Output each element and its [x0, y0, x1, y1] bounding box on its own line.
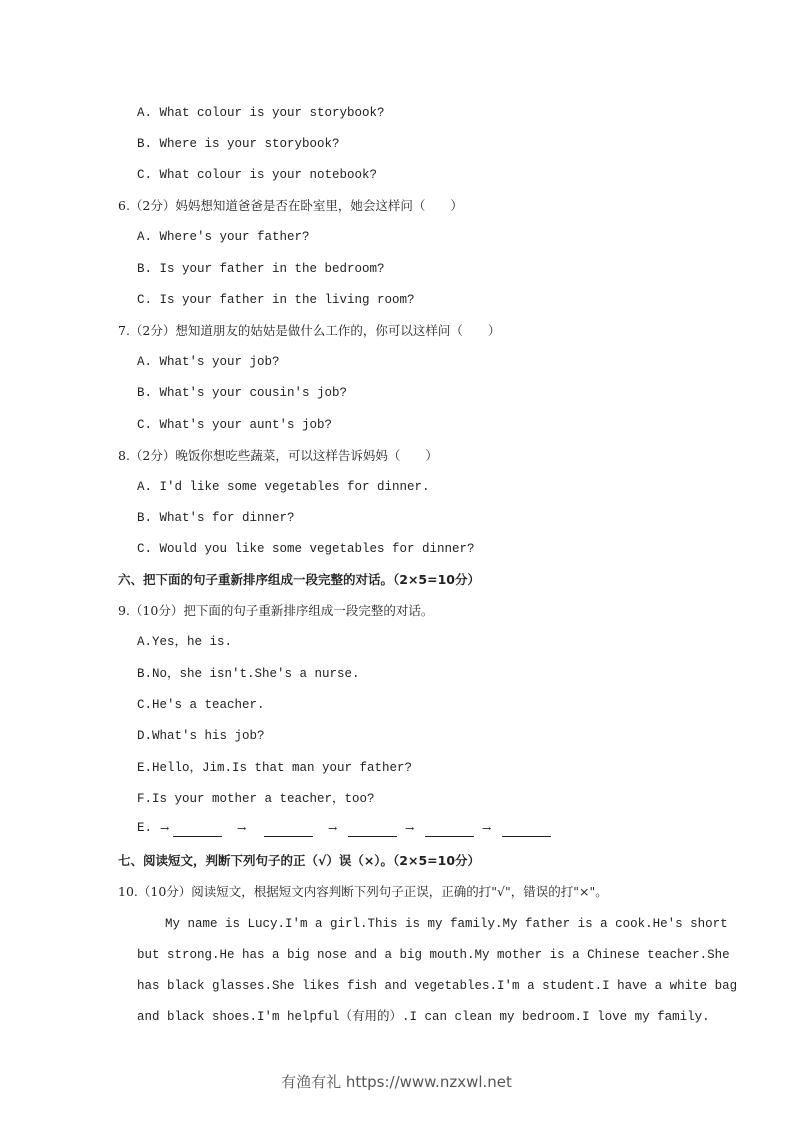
q5-option-a: A. What colour is your storybook?	[137, 106, 385, 120]
q9-answer-sequence	[137, 821, 567, 839]
q6-option-a: A. Where's your father?	[137, 230, 310, 244]
q10-stem: 10.（10分）阅读短文，根据短文内容判断下列句子正误，正确的打"√"，错误的打"×"。	[118, 884, 608, 899]
q6-stem: 6.（2分）妈妈想知道爸爸是否在卧室里，她会这样问（ ）	[118, 198, 463, 213]
arrow-icon: →	[328, 822, 338, 835]
q8-option-c: C. Would you like some vegetables for dinner?	[137, 542, 475, 556]
q7-option-b: B. What's your cousin's job?	[137, 386, 348, 400]
q9-stem: 9.（10分）把下面的句子重新排序组成一段完整的对话。	[118, 603, 434, 618]
q9-sentence-a: A.Yes，he is.	[137, 635, 233, 649]
q7-stem: 7.（2分）想知道朋友的姑姑是做什么工作的，你可以这样问（ ）	[118, 323, 501, 338]
q6-option-c: C. Is your father in the living room?	[137, 293, 415, 307]
answer-blank-5[interactable]	[502, 836, 551, 837]
answer-blank-2[interactable]	[264, 836, 313, 837]
passage-line-2: but strong.He has a big nose and a big mouth.My mother is a Chinese teacher.She	[137, 948, 730, 962]
q7-option-a: A. What's your job?	[137, 355, 280, 369]
q5-option-c: C. What colour is your notebook?	[137, 168, 378, 182]
q8-option-b: B. What's for dinner?	[137, 511, 295, 525]
q9-sentence-e: E.Hello，Jim.Is that man your father?	[137, 761, 413, 775]
q7-option-c: C. What's your aunt's job?	[137, 418, 333, 432]
q8-option-a: A. I'd like some vegetables for dinner.	[137, 480, 430, 494]
q6-option-b: B. Is your father in the bedroom?	[137, 262, 385, 276]
q9-sentence-b: B.No，she isn't.She's a nurse.	[137, 667, 360, 681]
passage-line-4: and black shoes.I'm helpful（有用的）.I can clean my bedroom.I love my family.	[137, 1010, 710, 1024]
q9-sentence-c: C.He's a teacher.	[137, 698, 265, 712]
arrow-icon: →	[405, 822, 415, 835]
answer-blank-3[interactable]	[348, 836, 397, 837]
answer-blank-1[interactable]	[173, 836, 222, 837]
answer-blank-4[interactable]	[425, 836, 474, 837]
q5-option-b: B. Where is your storybook?	[137, 137, 340, 151]
footer-watermark: 有渔有礼 https://www.nzxwl.net	[281, 1073, 512, 1091]
passage-line-3: has black glasses.She likes fish and vegetables.I'm a student.I have a white bag	[137, 979, 738, 993]
passage-line-1: My name is Lucy.I'm a girl.This is my family.My father is a cook.He's short	[165, 917, 728, 931]
q8-stem: 8.（2分）晚饭你想吃些蔬菜，可以这样告诉妈妈（ ）	[118, 448, 438, 463]
section-7-heading: 七、阅读短文，判断下列句子的正（√）误（×）。（2×5=10分）	[118, 853, 481, 868]
answer-start-label: E.	[137, 821, 153, 835]
q9-sentence-f: F.Is your mother a teacher，too?	[137, 792, 375, 806]
arrow-icon: →	[160, 822, 170, 835]
section-6-heading: 六、把下面的句子重新排序组成一段完整的对话。（2×5=10分）	[118, 572, 480, 587]
arrow-icon: →	[482, 822, 492, 835]
arrow-icon: →	[237, 822, 247, 835]
q9-sentence-d: D.What's his job?	[137, 729, 265, 743]
